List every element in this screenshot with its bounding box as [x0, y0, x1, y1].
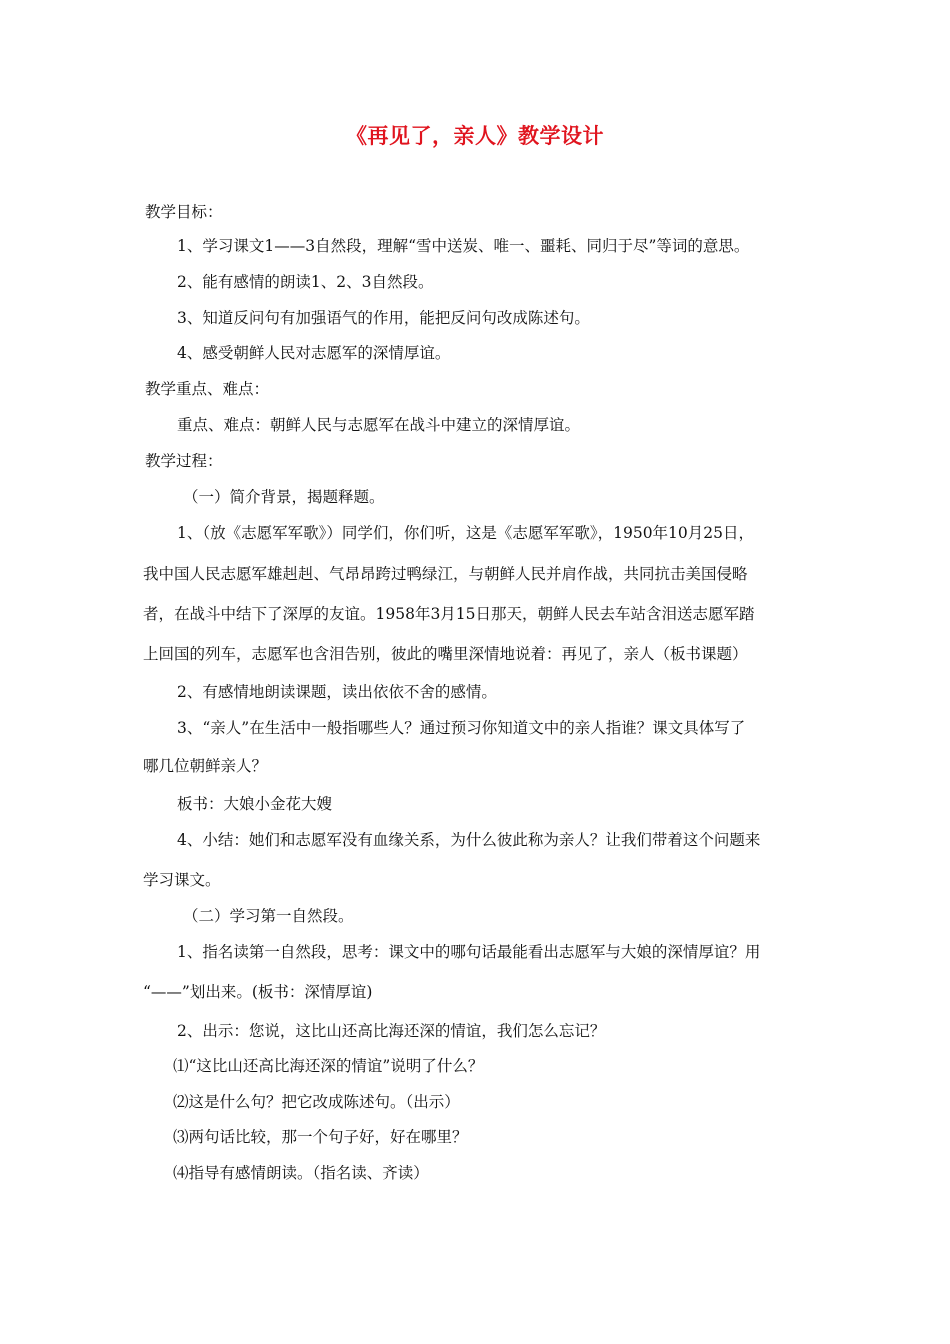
- paragraph-line: 上回国的列车，志愿军也含泪告别，彼此的嘴里深情地说着：再见了，亲人（板书课题）: [143, 645, 748, 663]
- paragraph-line: 2、有感情地朗读课题，读出依依不舍的感情。: [177, 683, 497, 701]
- list-item: ⑶两句话比较，那一个句子好，好在哪里？: [173, 1128, 468, 1146]
- paragraph-line: 我中国人民志愿军雄赳赳、气昂昂跨过鸭绿江，与朝鲜人民并肩作战，共同抗击美国侵略: [143, 565, 748, 583]
- paragraph-line: 4、小结：她们和志愿军没有血缘关系，为什么彼此称为亲人？让我们带着这个问题来: [177, 831, 761, 849]
- paragraph-line: 1、指名读第一自然段，思考：课文中的哪句话最能看出志愿军与大娘的深情厚谊？用: [177, 943, 761, 961]
- list-item: ⑴“这比山还高比海还深的情谊”说明了什么？: [173, 1057, 484, 1075]
- board-note: 板书：大娘小金花大嫂: [177, 795, 333, 813]
- paragraph-line: “——”划出来。(板书：深情厚谊): [143, 983, 373, 1001]
- section-2-heading: （二）学习第一自然段。: [183, 907, 354, 925]
- document-title: 《再见了，亲人》教学设计: [346, 123, 604, 148]
- objective-4: 4、感受朝鲜人民对志愿军的深情厚谊。: [177, 344, 451, 362]
- objective-1: 1、学习课文1——3自然段，理解“雪中送炭、唯一、噩耗、同归于尽”等词的意思。: [177, 237, 750, 255]
- paragraph-line: 学习课文。: [143, 871, 221, 889]
- paragraph-line: 3、“亲人”在生活中一般指哪些人？通过预习你知道文中的亲人指谁？课文具体写了: [177, 719, 746, 737]
- objective-2: 2、能有感情的朗读1、2、3自然段。: [177, 273, 434, 291]
- paragraph-line: 者，在战斗中结下了深厚的友谊。1958年3月15日那天，朝鲜人民去车站含泪送志愿军踏: [143, 605, 755, 623]
- heading-objectives: 教学目标：: [145, 203, 223, 221]
- list-item: ⑵这是什么句？把它改成陈述句。（出示）: [173, 1093, 460, 1111]
- heading-key-points: 教学重点、难点：: [145, 380, 270, 398]
- list-item: ⑷指导有感情朗读。（指名读、齐读）: [173, 1164, 429, 1182]
- key-points-text: 重点、难点：朝鲜人民与志愿军在战斗中建立的深情厚谊。: [177, 416, 581, 434]
- heading-process: 教学过程：: [145, 452, 223, 470]
- objective-3: 3、知道反问句有加强语气的作用，能把反问句改成陈述句。: [177, 309, 590, 327]
- section-1-heading: （一）简介背景，揭题释题。: [183, 488, 385, 506]
- paragraph-line: 2、出示：您说，这比山还高比海还深的情谊，我们怎么忘记？: [177, 1022, 606, 1040]
- paragraph-line: 1、（放《志愿军军歌》）同学们，你们听，这是《志愿军军歌》，1950年10月25日，: [177, 524, 755, 542]
- paragraph-line: 哪几位朝鲜亲人？: [143, 757, 268, 775]
